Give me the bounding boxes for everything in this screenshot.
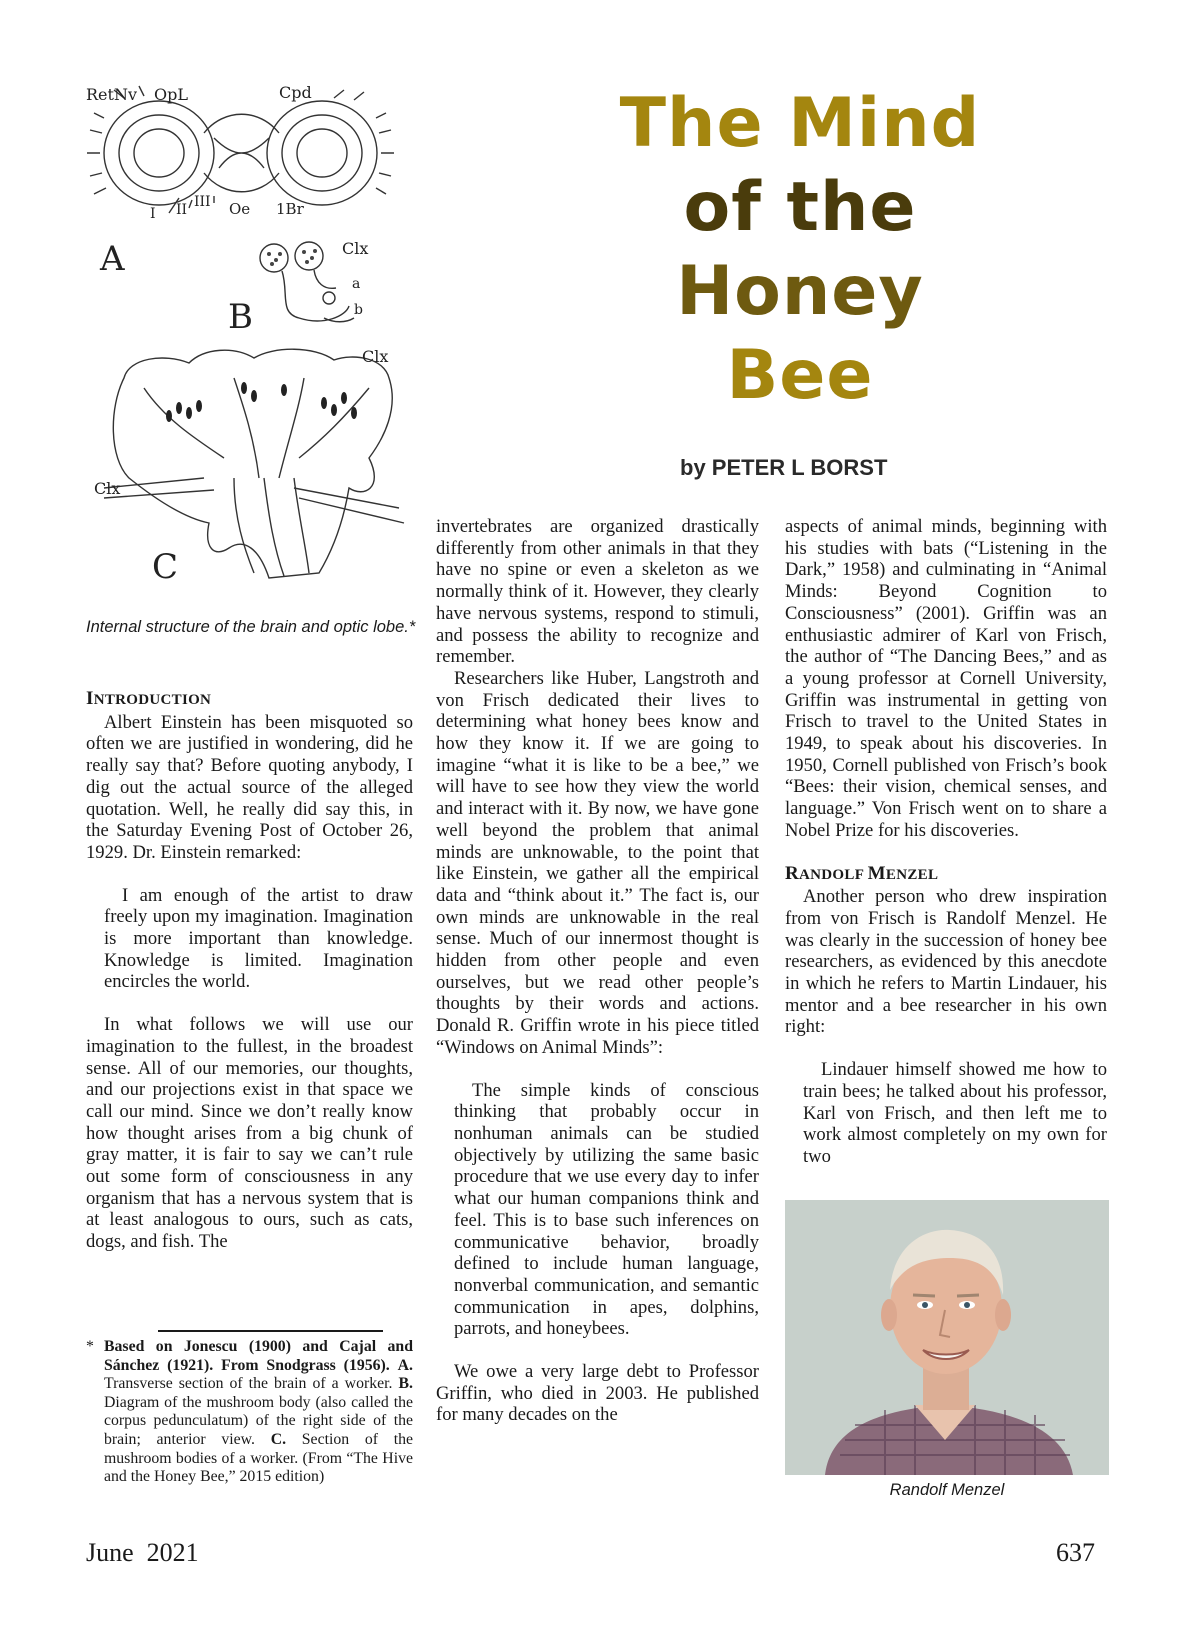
label-cpd: Cpd: [279, 83, 312, 102]
footnote: [86, 1338, 413, 1487]
menzel-heading-rest-2: ENZEL: [885, 866, 939, 883]
title-line-2: of the: [683, 168, 917, 247]
label-c: C: [152, 547, 179, 587]
title-line-4: Bee: [726, 336, 874, 415]
intro-paragraph-1: Albert Einstein has been misquoted so often we are justified in wondering, did he really say that? Before quoting anybody, I dig out the actual source of the alleged quotation. Well, he really did say this, in the Saturday Evening Post of October 26, 1929. Dr. Einstein remarked:: [86, 711, 413, 863]
column-1: [86, 688, 413, 1253]
label-a: A: [100, 239, 125, 279]
randolf-menzel-photo: [785, 1200, 1109, 1475]
footnote-a-text: Transverse section of the brain of a worker.: [104, 1375, 393, 1393]
title-line-3: Honey: [676, 252, 924, 331]
label-oe: Oe: [229, 200, 251, 218]
intro-heading: [86, 688, 413, 712]
col3-paragraph-1: aspects of animal minds, beginning with his studies with bats (“Listening in the Dark,” 1958) and culminating in “Animal Minds: Beyond Cognition to Consciousness” (2001). Griffin was an enthusiastic admirer of Karl von Frisch, the author of “The Dancing Bees,” and as a young professor at Cornell University, Griffin was instrumental in getting von Frisch to travel to the United States in 1949, to speak about his discoveries. In 1950, Cornell published von Frisch’s book “Bees: their vision, chemical senses, and language.” Von Frisch went on to share a Nobel Prize for his discoveries.: [785, 516, 1107, 841]
label-clx-c: Clx: [362, 347, 389, 366]
label-b: B: [228, 297, 253, 337]
column-2: [436, 516, 759, 1426]
column-3: [785, 516, 1107, 1168]
col3-paragraph-2: Another person who drew inspiration from von Frisch is Randolf Menzel. He was clearly in the succession of honey bee researchers, as evidenced by this anecdote in which he refers to Martin Lindauer, his mentor and a bee researcher in his own right:: [785, 886, 1107, 1038]
footnote-divider: [158, 1330, 383, 1332]
label-sub-a: a: [352, 276, 361, 292]
intro-heading-rest: NTRODUCTION: [93, 692, 212, 708]
col2-paragraph-2: Researchers like Huber, Langstroth and von Frisch dedicated their lives to determining what honey bees know and how they know it. If we are going to imagine “what it is like to be a bee,” we will have to see how they view the world and interact with it. By now, we have gone well beyond the problem that animal minds are unknowable, to the point that like Einstein, we gather all the empirical data and “think about it.” The fact is, our own minds are unknowable in the real sense. Much of our innermost thought is hidden from other people and even ourselves, but we read other people’s thoughts by their words and actions. Donald R. Griffin wrote in his piece titled “Windows on Animal Minds”:: [436, 667, 759, 1058]
menzel-heading: [785, 863, 1107, 887]
issue-date: June 2021: [86, 1538, 199, 1567]
einstein-quote: I am enough of the artist to draw freely upon my imagination. Imagination is more important than knowledge. Knowledge is limited. Imagination encircles the world.: [104, 884, 413, 993]
title-line-1: The Mind: [619, 84, 981, 163]
footnote-mark: *: [86, 1338, 94, 1355]
footnote-source: Based on Jonescu (1900) and Cajal and Sánchez (1921). From Snodgrass (1956).: [104, 1338, 413, 1374]
menzel-heading-initial-1: R: [785, 862, 800, 884]
figure-a-drawing: [87, 86, 394, 213]
brain-illustration: [84, 78, 414, 608]
article-title: [560, 82, 1040, 418]
intro-paragraph-2: In what follows we will use our imagination to the fullest, in the broadest sense. All of our memories, our thoughts, and our projections exist in that space we call our mind. Since we don’t really know how thought arises from a big chunk of gray matter, it is fair to say we can’t rule out some form of consciousness in any organism that has a nervous system that is at least analogous to ours, such as cats, dogs, and fish. The: [86, 1014, 413, 1253]
label-retnv: RetNv: [86, 85, 137, 104]
label-clx-left: Clx: [94, 479, 121, 498]
page-number: 637: [1056, 1538, 1095, 1567]
label-sub-b: b: [354, 302, 363, 318]
footnote-a-label: A.: [397, 1356, 413, 1374]
intro-heading-initial: I: [86, 688, 94, 709]
figure-c-drawing: [104, 349, 404, 578]
label-iii: III: [194, 194, 211, 210]
label-opl: OpL: [154, 85, 188, 104]
footnote-b-label: B.: [398, 1375, 413, 1393]
footnote-c-label: C.: [270, 1430, 287, 1448]
menzel-heading-initial-2: M: [867, 862, 886, 884]
menzel-heading-rest-1: ANDOLF: [799, 866, 868, 883]
photo-caption: Randolf Menzel: [889, 1481, 1005, 1499]
label-clx-b: Clx: [342, 239, 369, 258]
label-1br: 1Br: [276, 200, 304, 218]
figure-caption: Internal structure of the brain and optic lobe.*: [86, 618, 416, 636]
label-i: I: [150, 206, 156, 222]
figure-b-drawing: [260, 242, 354, 322]
footnote-c-text: Section of the mushroom bodies of a worker. (From “The Hive and the Honey Bee,” 2015 edition): [104, 1430, 413, 1486]
label-ii: II: [176, 202, 188, 218]
byline: by PETER L BORST: [680, 455, 888, 480]
col2-paragraph-1: invertebrates are organized drastically differently from other animals in that they have no spine or even a skeleton as we normally think of it. However, they clearly have nervous systems, respond to stimuli, and possess the ability to recognize and remember.: [436, 516, 759, 668]
lindauer-quote: Lindauer himself showed me how to train bees; he talked about his professor, Karl von Frisch, and then left me to work almost completely on my own for two: [803, 1059, 1107, 1167]
col2-paragraph-3: We owe a very large debt to Professor Griffin, who died in 2003. He published for many decades on the: [436, 1361, 759, 1426]
griffin-quote: The simple kinds of conscious thinking that probably occur in nonhuman animals can be studied objectively by utilizing the same basic procedure that we use every day to infer what our human companions think and feel. This is to base such inferences on communicative behavior, broadly defined to include human language, nonverbal communication, and semantic communication in apes, dolphins, parrots, and honeybees.: [454, 1079, 759, 1340]
footnote-b-text: Diagram of the mushroom body (also called the corpus pedunculatum) of the right side of the brain; anterior view.: [104, 1393, 413, 1448]
